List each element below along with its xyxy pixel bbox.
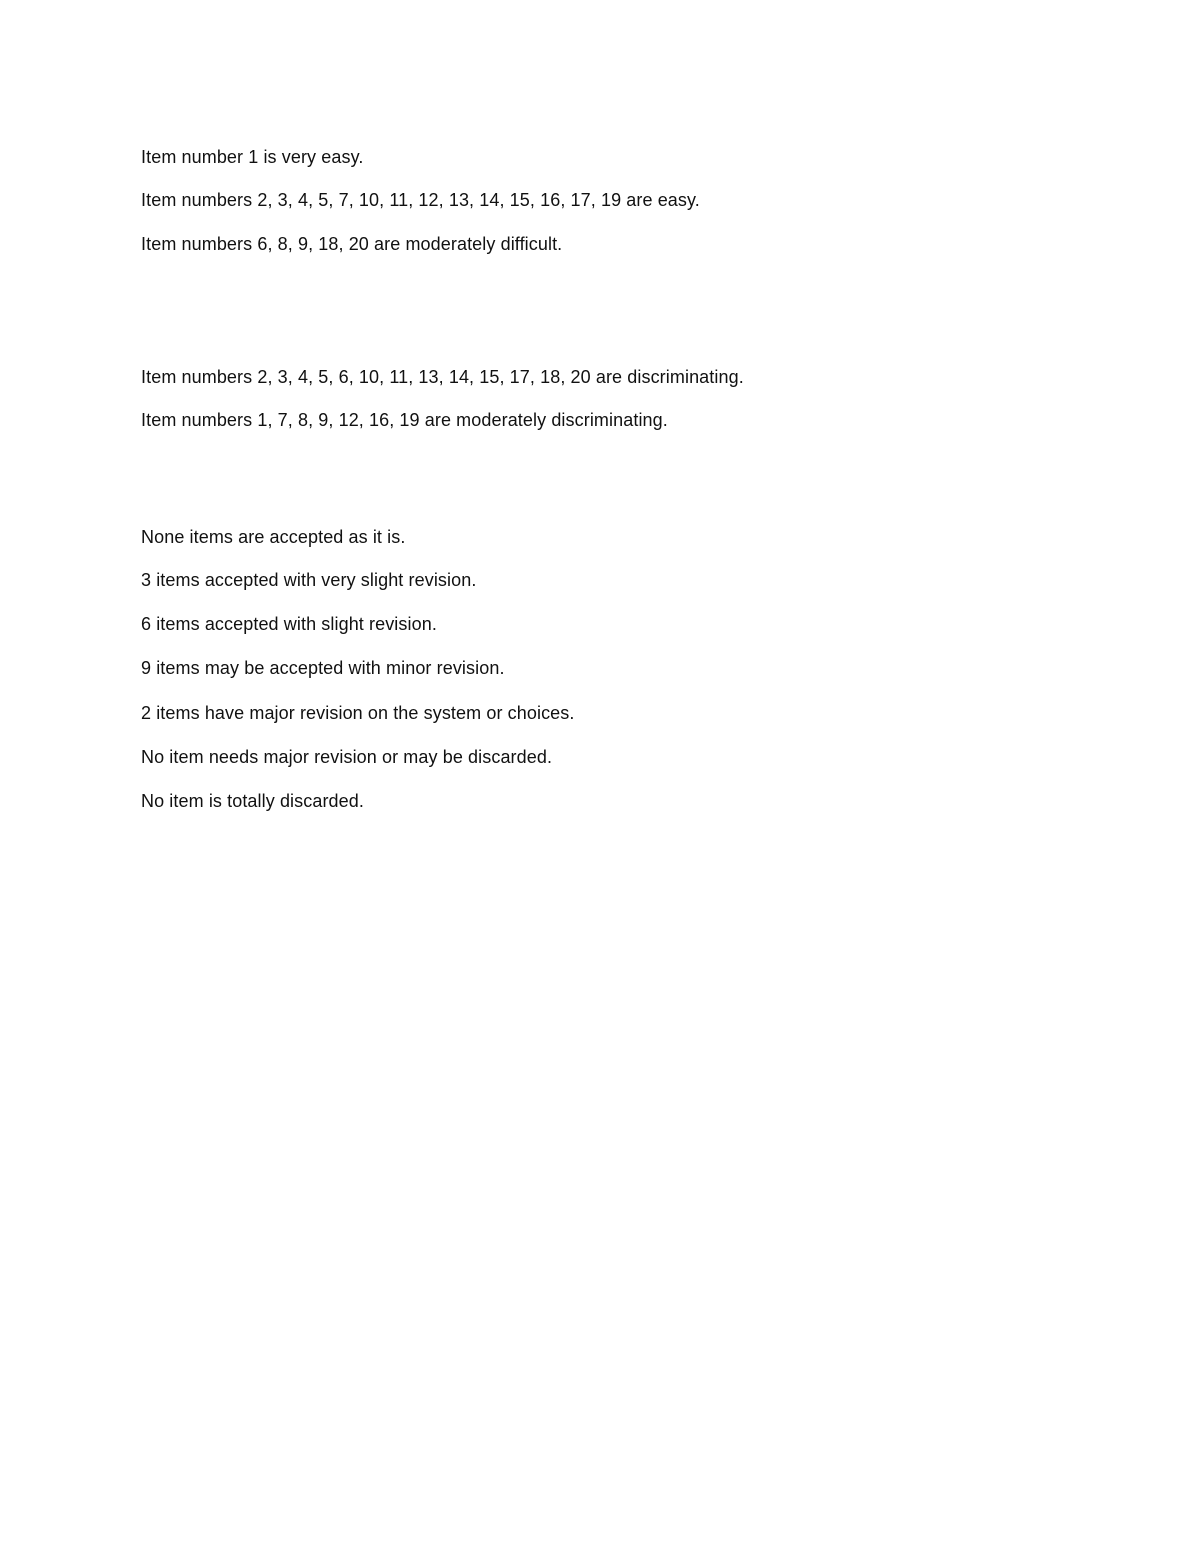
revision-totally-discarded-line: No item is totally discarded. bbox=[141, 791, 364, 811]
revision-accepted-as-is-line: None items are accepted as it is. bbox=[141, 527, 406, 547]
difficulty-easy-line: Item numbers 2, 3, 4, 5, 7, 10, 11, 12, 13, 14, 15, 16, 17, 19 are easy. bbox=[141, 190, 700, 210]
revision-slight-line: 6 items accepted with slight revision. bbox=[141, 614, 437, 634]
revision-major-system-line: 2 items have major revision on the system or choices. bbox=[141, 703, 575, 723]
difficulty-moderately-difficult-line: Item numbers 6, 8, 9, 18, 20 are moderately difficult. bbox=[141, 234, 563, 254]
revision-major-or-discard-line: No item needs major revision or may be discarded. bbox=[141, 747, 553, 767]
discrimination-moderately-discriminating-line: Item numbers 1, 7, 8, 9, 12, 16, 19 are moderately discriminating. bbox=[141, 410, 668, 430]
revision-minor-line: 9 items may be accepted with minor revision. bbox=[141, 658, 505, 678]
discrimination-discriminating-line: Item numbers 2, 3, 4, 5, 6, 10, 11, 13, 14, 15, 17, 18, 20 are discriminating. bbox=[141, 367, 744, 387]
revision-very-slight-line: 3 items accepted with very slight revision. bbox=[141, 570, 477, 590]
difficulty-very-easy-line: Item number 1 is very easy. bbox=[141, 147, 364, 167]
